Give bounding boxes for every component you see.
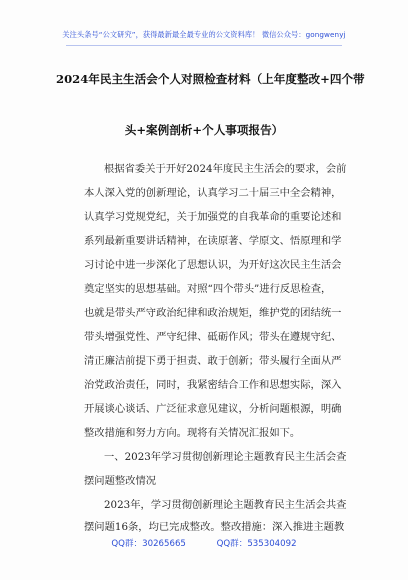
body-line: 认真学习党规党纪，关于加强党的自我革命的重要论述和 (84, 211, 342, 223)
body-line: 清正廉洁前提下勇于担责、敢于创新；带头履行全面从严 (84, 355, 342, 367)
header-note: 关注头条号“公文研究”，获得最新最全最专业的公文资料库！ 微信公众号：gongwenyj (62, 30, 346, 39)
footer-qq-group-1: QQ群：30265665 (111, 539, 186, 549)
section-heading-line: 摆问题整改情况 (84, 475, 157, 487)
body-line: 开展谈心谈话、广泛征求意见建议，分析问题根源，明确 (84, 403, 342, 415)
body-line: 系列最新重要讲话精神，在读原著、学原文、悟原理和学 (84, 235, 342, 247)
body-line: 2023年，学习贯彻创新理论主题教育民主生活会共查 (104, 499, 347, 511)
body-line: 奠定坚实的思想基础。对照“四个带头”进行反思检查， (84, 283, 332, 295)
body-line: 本人深入党的创新理论，认真学习二十届三中全会精神， (84, 187, 342, 199)
body-line: 摆问题16条，均已完成整改。整改措施：深入推进主题教 (84, 521, 345, 533)
document-title-line-1: 2024年民主生活会个人对照检查材料（上年度整改+四个带 (56, 72, 365, 86)
footer-qq-group-2: QQ群：535304092 (216, 539, 297, 549)
body-line: 整改措施和努力方向。现将有关情况汇报如下。 (84, 427, 301, 439)
body-line: 带头增强党性、严守纪律、砥砺作风；带头在遵规守纪、 (84, 331, 342, 343)
header-divider (66, 45, 342, 46)
body-line: 治党政治责任，同时，我紧密结合工作和思想实际，深入 (84, 379, 342, 391)
body-line: 习讨论中进一步深化了思想认识，为开好这次民主生活会 (84, 259, 342, 271)
body-line: 也就是带头严守政治纪律和政治规矩，维护党的团结统一 (84, 307, 342, 319)
body-line: 根据省委关于开好2024年度民主生活会的要求，会前 (104, 163, 347, 175)
section-heading-line: 一、2023年学习贯彻创新理论主题教育民主生活会查 (104, 451, 347, 463)
document-title-line-2: 头+案例剖析+个人事项报告） (124, 123, 284, 137)
footer-contacts (0, 537, 408, 549)
